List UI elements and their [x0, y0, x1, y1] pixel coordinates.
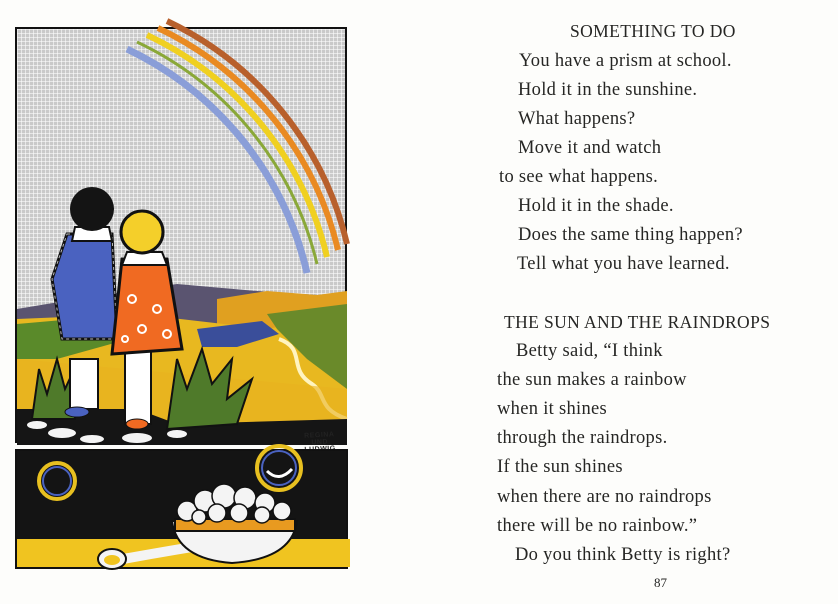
text-line: Hold it in the shade. [518, 196, 674, 216]
text-line: Betty said, “I think [516, 341, 663, 361]
text-line: Tell what you have learned. [517, 254, 730, 274]
rainbow-scene-graphic [17, 29, 349, 445]
text-line: to see what happens. [499, 167, 659, 187]
artist-signature: REGINA UND [304, 431, 335, 447]
text-line: What happens? [518, 109, 636, 129]
page-number: 87 [654, 575, 667, 590]
text-line: If the sun shines [497, 457, 623, 477]
text-line: through the raindrops. [497, 428, 668, 448]
text-line: there will be no rainbow.” [497, 516, 698, 536]
section-heading-sun-and-raindrops: THE SUN AND THE RAINDROPS [504, 312, 771, 332]
text-line: Do you think Betty is right? [515, 545, 731, 565]
text-line: You have a prism at school. [519, 51, 732, 71]
text-line: the sun makes a rainbow [497, 370, 687, 390]
bubble-bowl-graphic [17, 451, 350, 571]
text-line: Move it and watch [518, 138, 662, 158]
text-line: when it shines [497, 399, 608, 419]
text-line: Does the same thing happen? [518, 225, 743, 245]
section-heading-something-to-do: SOMETHING TO DO [570, 21, 736, 41]
soap-bubble-left [39, 463, 75, 499]
bubble-bowl-vignette [15, 449, 348, 569]
text-line: Hold it in the sunshine. [518, 80, 698, 100]
text-line: when there are no raindrops [497, 487, 712, 507]
soap-bubble-right [257, 446, 301, 490]
rainbow-illustration [15, 27, 347, 447]
